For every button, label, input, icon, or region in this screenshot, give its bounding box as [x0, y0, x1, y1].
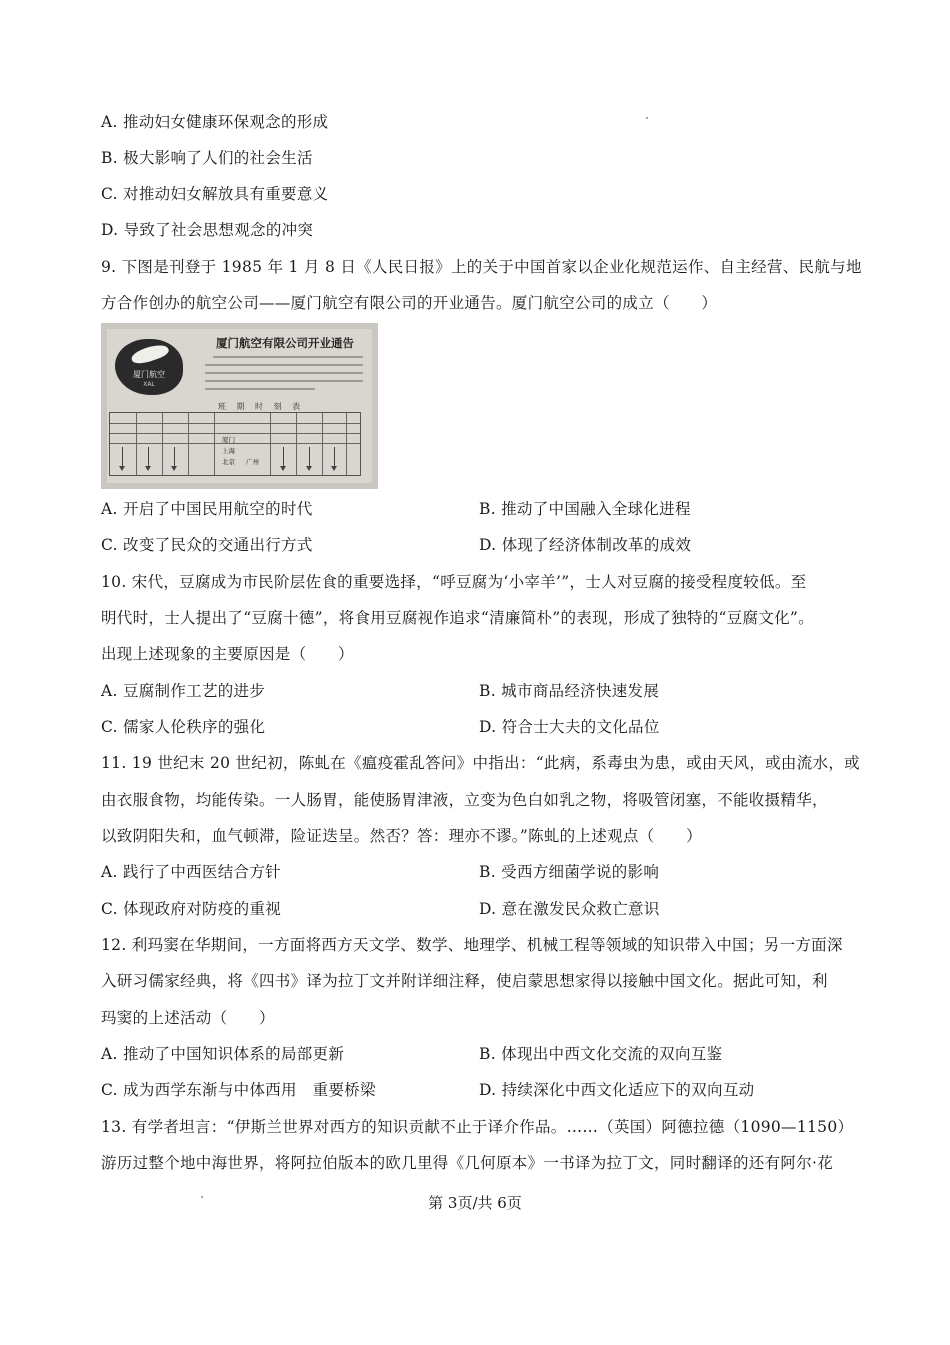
- q10-stem-line-1: 10. 宋代，豆腐成为市民阶层佐食的重要选择，“呼豆腐为‘小宰羊’”，士人对豆腐的接受程度较低。至: [101, 573, 807, 591]
- down-arrow-icon: [122, 447, 123, 467]
- q10-stem-line-2: 明代时，士人提出了“豆腐十德”，将食用豆腐视作追求“清廉简朴”的表现，形成了独特的“豆腐文化”。: [101, 609, 814, 627]
- q11-stem-line-1: 11. 19 世纪末 20 世纪初，陈虬在《瘟疫霍乱答问》中指出：“此病，系毒虫为患，或由天风，或由流水，或: [101, 754, 860, 772]
- notice-text-line: [205, 380, 363, 382]
- table-col-line: [270, 413, 271, 475]
- city-label: 广州: [246, 458, 259, 466]
- q12-stem-line-1: 12. 利玛窦在华期间，一方面将西方天文学、数学、地理学、机械工程等领域的知识带入中国；另一方面深: [101, 936, 843, 954]
- airline-logo: [115, 339, 183, 395]
- q12-option-a: A. 推动了中国知识体系的局部更新: [101, 1045, 345, 1063]
- q10-stem-line-3: 出现上述现象的主要原因是（ ）: [101, 645, 354, 663]
- notice-text-line: [205, 388, 315, 390]
- table-col-line: [188, 413, 189, 475]
- logo-text: 厦门航空: [133, 370, 165, 379]
- q11-option-b: B. 受西方细菌学说的影响: [479, 863, 660, 881]
- notice-text-line: [213, 356, 363, 358]
- q9-stem-line-2: 方合作创办的航空公司——厦门航空有限公司的开业通告。厦门航空公司的成立（ ）: [101, 294, 718, 312]
- down-arrow-icon: [174, 447, 175, 467]
- scan-speck: [646, 117, 648, 119]
- table-col-line: [322, 413, 323, 475]
- q11-option-c: C. 体现政府对防疫的重视: [101, 900, 282, 918]
- city-label: 北京: [222, 458, 235, 466]
- notice-text-line: [205, 364, 363, 366]
- table-col-line: [214, 413, 215, 475]
- q10-option-b: B. 城市商品经济快速发展: [479, 682, 660, 700]
- q10-option-c: C. 儒家人伦秩序的强化: [101, 718, 266, 736]
- q11-stem-line-3: 以致阴阳失和，血气顿滞，险证迭呈。然否？答：理亦不谬。”陈虬的上述观点（ ）: [101, 827, 702, 845]
- q8-option-d: D. 导致了社会思想观念的冲突: [101, 221, 314, 239]
- q11-stem-line-2: 由衣服食物，均能传染。一人肠胃，能使肠胃津液，立变为色白如乳之物，将吸管闭塞，不能收摄精华，: [101, 791, 828, 809]
- q9-option-c: C. 改变了民众的交通出行方式: [101, 536, 313, 554]
- table-col-line: [346, 413, 347, 475]
- q12-option-b: B. 体现出中西文化交流的双向互鉴: [479, 1045, 723, 1063]
- down-arrow-icon: [309, 447, 310, 467]
- q8-option-a: A. 推动妇女健康环保观念的形成: [101, 113, 329, 131]
- q10-option-a: A. 豆腐制作工艺的进步: [101, 682, 266, 700]
- q9-option-b: B. 推动了中国融入全球化进程: [479, 500, 691, 518]
- table-col-line: [296, 413, 297, 475]
- q12-stem-line-3: 玛窦的上述活动（ ）: [101, 1009, 275, 1027]
- q9-stem-line-1: 9. 下图是刊登于 1985 年 1 月 8 日《人民日报》上的关于中国首家以企业化规范运作、自主经营、民航与地: [101, 258, 862, 276]
- page-number-footer: 第 3页/共 6页: [428, 1194, 522, 1212]
- notice-text-line: [205, 372, 363, 374]
- notice-title: 厦门航空有限公司开业通告: [216, 336, 354, 350]
- q11-option-d: D. 意在激发民众救亡意识: [479, 900, 660, 918]
- q8-option-b: B. 极大影响了人们的社会生活: [101, 149, 313, 167]
- q12-option-d: D. 持续深化中西文化适应下的双向互动: [479, 1081, 755, 1099]
- logo-subtext: XAL: [143, 381, 155, 388]
- flight-schedule-table: [109, 412, 361, 476]
- q13-stem-line-2: 游历过整个地中海世界，将阿拉伯版本的欧几里得《几何原本》一书译为拉丁文，同时翻译的还有阿尔·花: [101, 1154, 834, 1172]
- q11-option-a: A. 践行了中西医结合方针: [101, 863, 281, 881]
- down-arrow-icon: [334, 447, 335, 467]
- q8-option-c: C. 对推动妇女解放具有重要意义: [101, 185, 329, 203]
- q12-stem-line-2: 入研习儒家经典，将《四书》译为拉丁文并附详细注释，使启蒙思想家得以接触中国文化。据此可知，利: [101, 972, 828, 990]
- egret-logo-icon: [130, 341, 170, 366]
- schedule-title: 班 期 时 刻 表: [217, 402, 305, 411]
- down-arrow-icon: [148, 447, 149, 467]
- city-label: 上海: [222, 447, 235, 455]
- xiamen-airlines-notice-image: [101, 323, 378, 489]
- table-col-line: [162, 413, 163, 475]
- q10-option-d: D. 符合士大夫的文化品位: [479, 718, 660, 736]
- q9-option-d: D. 体现了经济体制改革的成效: [479, 536, 692, 554]
- q13-stem-line-1: 13. 有学者坦言：“伊斯兰世界对西方的知识贡献不止于译介作品。……（英国）阿德拉德（1090—1150）: [101, 1118, 854, 1136]
- q9-option-a: A. 开启了中国民用航空的时代: [101, 500, 313, 518]
- down-arrow-icon: [283, 447, 284, 467]
- city-label: 厦门: [222, 436, 235, 444]
- table-col-line: [136, 413, 137, 475]
- q12-option-c: C. 成为西学东渐与中体西用 重要桥梁: [101, 1081, 376, 1099]
